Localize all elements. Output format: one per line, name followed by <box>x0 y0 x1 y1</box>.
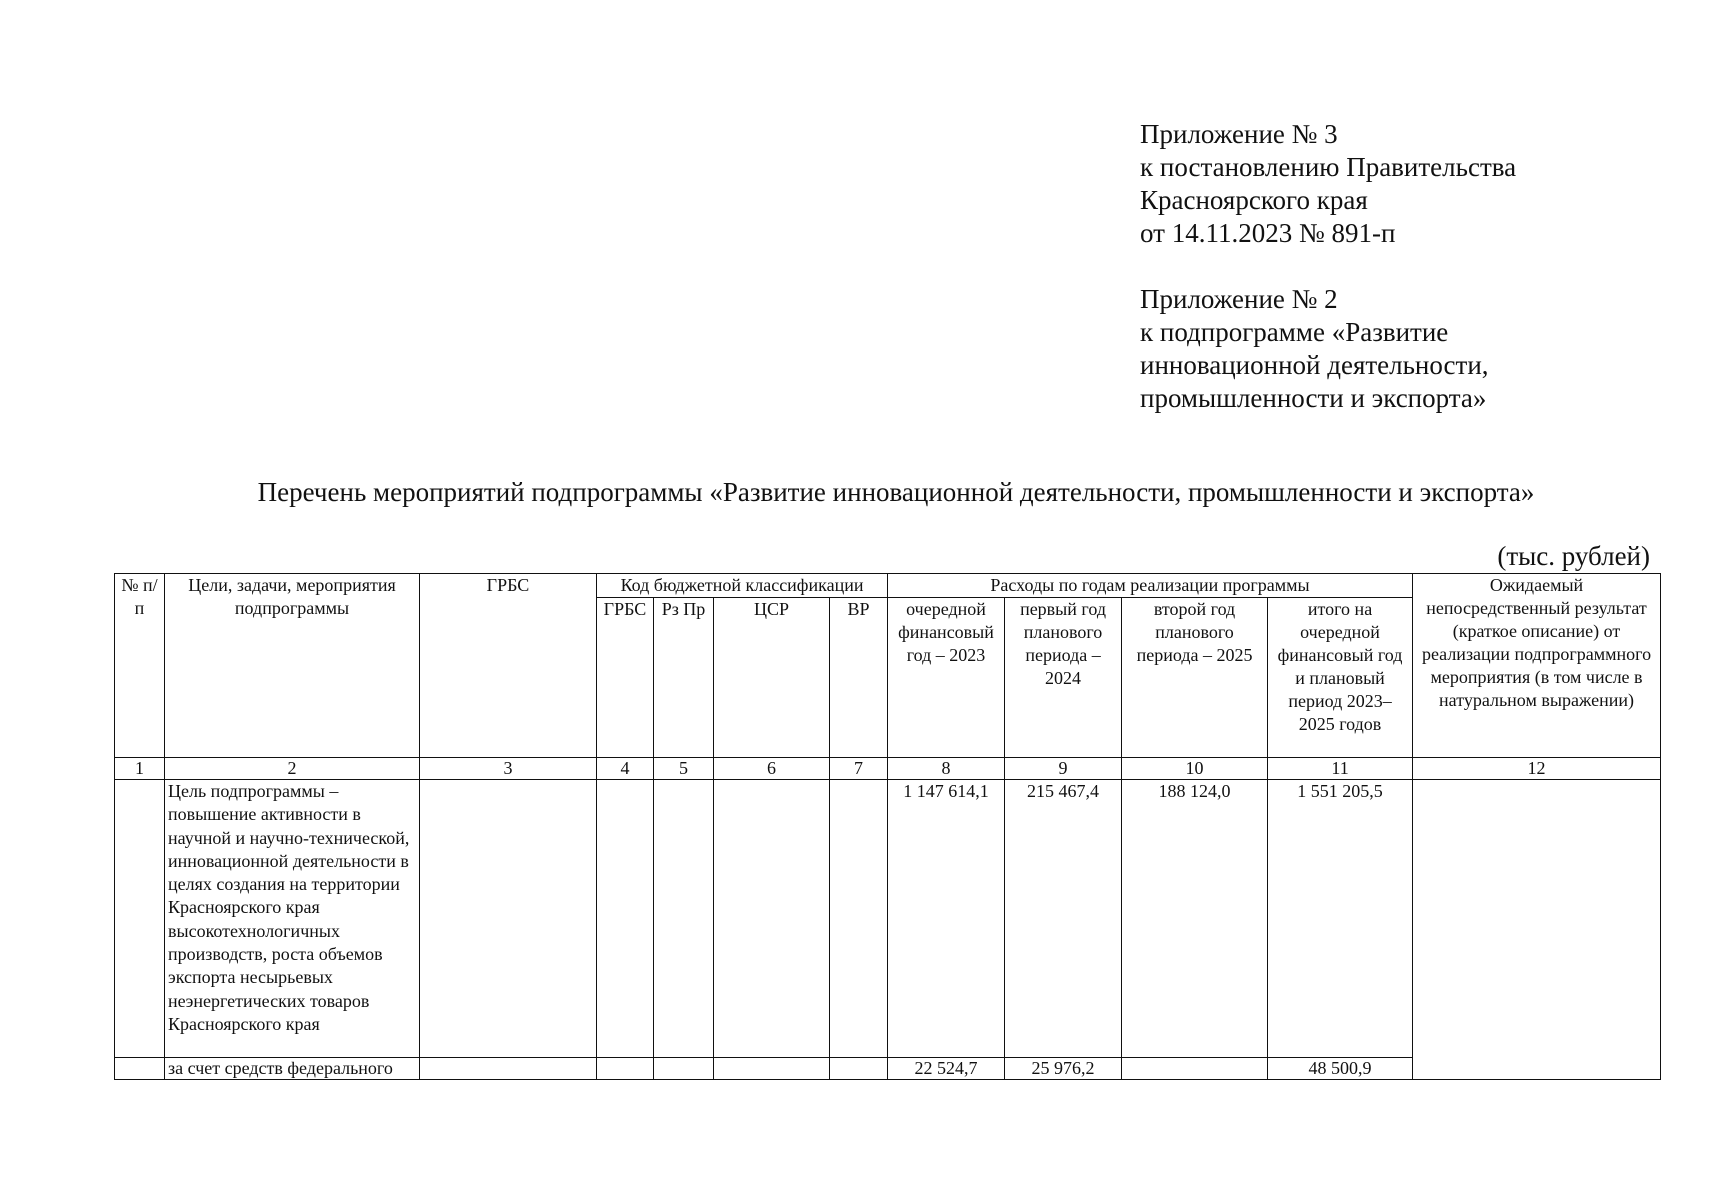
document-title: Перечень мероприятий подпрограммы «Развитие инновационной деятельности, промышленности и экспорта» <box>257 477 1535 507</box>
header-code-grbs: ГРБС <box>597 598 654 758</box>
column-number: 11 <box>1268 758 1413 780</box>
appendix-3-line: от 14.11.2023 № 891-п <box>1140 218 1396 248</box>
header-code-csr: ЦСР <box>714 598 830 758</box>
header-row <box>115 574 1661 598</box>
header-num: № п/п <box>115 574 165 758</box>
appendix-3-line: к постановлению Правительства <box>1140 152 1517 182</box>
cell-code-grbs <box>597 780 654 1058</box>
appendix-3-line: Красноярского края <box>1140 185 1368 215</box>
cell-code-csr <box>714 1058 830 1080</box>
header-budget-code: Код бюджетной классификации <box>597 574 888 598</box>
cell-num <box>115 1058 165 1080</box>
column-number: 12 <box>1413 758 1661 780</box>
goal-total-cell: 1 551 205,5 <box>1268 780 1413 1058</box>
appendix-2-line: инновационной деятельности, <box>1140 350 1489 380</box>
header-code-rzpr: Рз Пр <box>654 598 714 758</box>
cell-code-vr <box>830 1058 888 1080</box>
goal-2025-cell: 188 124,0 <box>1122 780 1268 1058</box>
cell-code-grbs <box>597 1058 654 1080</box>
federal-total-cell: 48 500,9 <box>1268 1058 1413 1080</box>
federal-2023-cell: 22 524,7 <box>888 1058 1005 1080</box>
header-expenses: Расходы по годам реализации программы <box>888 574 1413 598</box>
column-number-row <box>115 758 1661 780</box>
cell-code-csr <box>714 780 830 1058</box>
header-year-2025: второй год планового периода – 2025 <box>1122 598 1268 758</box>
header-name: Цели, задачи, мероприятия подпрограммы <box>165 574 420 758</box>
header-result: Ожидаемый непосредственный результат (краткое описание) от реализации подпрограммного мероприятия (в том числе в натуральном выражении) <box>1413 574 1661 758</box>
appendix-3-line: Приложение № 3 <box>1140 119 1338 149</box>
cell-code-rzpr <box>654 780 714 1058</box>
header-code-vr: ВР <box>830 598 888 758</box>
cell-code-vr <box>830 780 888 1058</box>
column-number: 3 <box>420 758 597 780</box>
column-number: 8 <box>888 758 1005 780</box>
header-year-2023: очередной финансовый год – 2023 <box>888 598 1005 758</box>
appendix-2-line: Приложение № 2 <box>1140 284 1338 314</box>
column-number: 6 <box>714 758 830 780</box>
federal-2025-cell <box>1122 1058 1268 1080</box>
appendix-3-block <box>1140 118 1516 250</box>
goal-2024-cell: 215 467,4 <box>1005 780 1122 1058</box>
appendix-2-line: промышленности и экспорта» <box>1140 383 1487 413</box>
cell-code-rzpr <box>654 1058 714 1080</box>
column-number: 4 <box>597 758 654 780</box>
federal-name-cell: за счет средств федерального <box>165 1058 420 1080</box>
units-label: (тыс. рублей) <box>1497 541 1650 571</box>
measures-table <box>114 573 1661 1080</box>
column-number: 5 <box>654 758 714 780</box>
column-number: 10 <box>1122 758 1268 780</box>
cell-grbs <box>420 780 597 1058</box>
cell-grbs <box>420 1058 597 1080</box>
column-number: 9 <box>1005 758 1122 780</box>
appendix-2-block <box>1140 283 1489 415</box>
column-number: 1 <box>115 758 165 780</box>
column-number: 7 <box>830 758 888 780</box>
header-year-2024: первый год планового периода – 2024 <box>1005 598 1122 758</box>
header-grbs: ГРБС <box>420 574 597 758</box>
goal-name-cell: Цель подпрограммы – повышение активности в научной и научно-технической, инновационной деятельности в целях создания на территории Красноярского края высокотехнологичных производств, роста объемов экспорта несырьевых неэнергетических товаров Красноярского края <box>165 780 420 1058</box>
result-cell <box>1413 780 1661 1080</box>
table-row-goal <box>115 780 1661 1058</box>
goal-2023-cell: 1 147 614,1 <box>888 780 1005 1058</box>
cell-num <box>115 780 165 1058</box>
appendix-2-line: к подпрограмме «Развитие <box>1140 317 1449 347</box>
header-total: итого на очередной финансовый год и плановый период 2023–2025 годов <box>1268 598 1413 758</box>
column-number: 2 <box>165 758 420 780</box>
federal-2024-cell: 25 976,2 <box>1005 1058 1122 1080</box>
